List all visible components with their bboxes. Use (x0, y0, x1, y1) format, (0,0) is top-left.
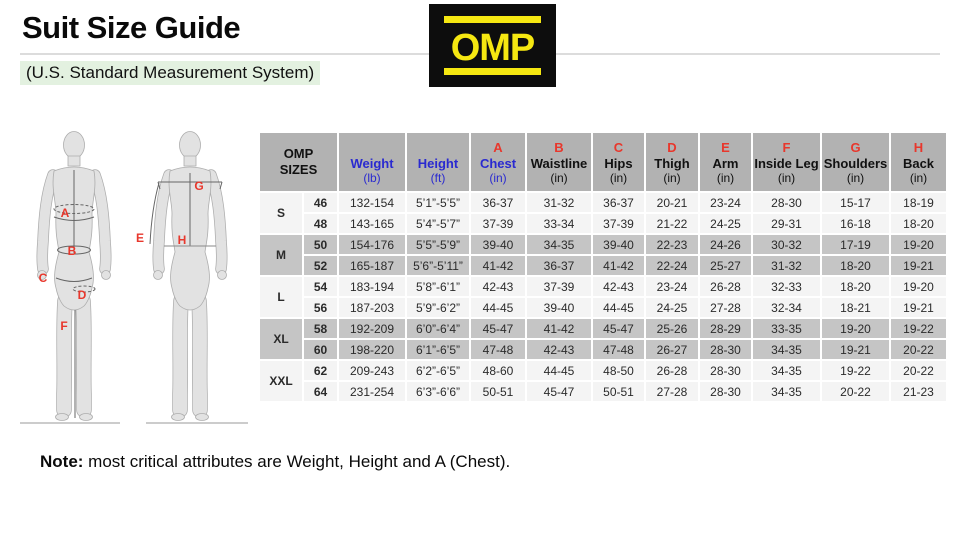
chest-cell: 42-43 (470, 276, 526, 297)
thigh-cell: 22-24 (645, 255, 699, 276)
arm-cell: 27-28 (699, 297, 752, 318)
shoulders-cell: 15-17 (821, 192, 890, 213)
col-header-shoulders: G Shoulders (in) (821, 132, 890, 192)
col-header-height: Height (ft) (406, 132, 470, 192)
back-cell: 19-20 (890, 276, 947, 297)
arm-cell: 24-26 (699, 234, 752, 255)
back-cell: 19-20 (890, 234, 947, 255)
weight-cell: 192-209 (338, 318, 406, 339)
col-header-hips: C Hips (in) (592, 132, 645, 192)
weight-cell: 154-176 (338, 234, 406, 255)
weight-cell: 198-220 (338, 339, 406, 360)
thigh-cell: 24-25 (645, 297, 699, 318)
table-row (259, 234, 947, 255)
size-cell: 62 (303, 360, 338, 381)
size-cell: 48 (303, 213, 338, 234)
shoulders-cell: 19-21 (821, 339, 890, 360)
hips-cell: 44-45 (592, 297, 645, 318)
back-cell: 21-23 (890, 381, 947, 402)
group-label-s: S (259, 192, 303, 234)
shoulders-cell: 18-20 (821, 255, 890, 276)
back-cell: 19-21 (890, 297, 947, 318)
size-cell: 52 (303, 255, 338, 276)
hips-cell: 45-47 (592, 318, 645, 339)
label-e-arm: E (135, 231, 145, 245)
shoulders-cell: 19-22 (821, 360, 890, 381)
waistline-cell: 45-47 (526, 381, 592, 402)
waistline-cell: 33-34 (526, 213, 592, 234)
height-cell: 5’1”-5’5” (406, 192, 470, 213)
hips-cell: 48-50 (592, 360, 645, 381)
height-cell: 5’5”-5’9” (406, 234, 470, 255)
thigh-cell: 26-28 (645, 360, 699, 381)
footnote-text: most critical attributes are Weight, Height and A (Chest). (83, 452, 511, 471)
waistline-cell: 37-39 (526, 276, 592, 297)
label-g-shoulders: G (194, 179, 204, 193)
label-b-waist: B (67, 244, 77, 258)
size-cell: 56 (303, 297, 338, 318)
label-d-thigh: D (77, 288, 87, 302)
inside-leg-cell: 32-33 (752, 276, 821, 297)
inside-leg-cell: 34-35 (752, 360, 821, 381)
back-cell: 19-21 (890, 255, 947, 276)
thigh-cell: 23-24 (645, 276, 699, 297)
back-cell: 20-22 (890, 360, 947, 381)
hips-cell: 47-48 (592, 339, 645, 360)
height-cell: 6’2”-6’5” (406, 360, 470, 381)
arm-cell: 26-28 (699, 276, 752, 297)
group-label-m: M (259, 234, 303, 276)
table-row (259, 339, 947, 360)
inside-leg-cell: 30-32 (752, 234, 821, 255)
body-measurement-diagram (12, 126, 248, 432)
height-cell: 5’4”-5’7” (406, 213, 470, 234)
shoulders-cell: 20-22 (821, 381, 890, 402)
table-row (259, 276, 947, 297)
table-row (259, 192, 947, 213)
chest-cell: 45-47 (470, 318, 526, 339)
header-row (259, 132, 947, 192)
chest-cell: 41-42 (470, 255, 526, 276)
table-row (259, 255, 947, 276)
inside-leg-cell: 29-31 (752, 213, 821, 234)
label-a-chest: A (60, 206, 70, 220)
group-label-xxl: XXL (259, 360, 303, 402)
inside-leg-cell: 33-35 (752, 318, 821, 339)
inside-leg-cell: 34-35 (752, 381, 821, 402)
col-header-chest: A Chest (in) (470, 132, 526, 192)
thigh-cell: 26-27 (645, 339, 699, 360)
weight-cell: 231-254 (338, 381, 406, 402)
omp-logo (429, 4, 556, 87)
page-title: Suit Size Guide (22, 10, 241, 45)
col-header-inside-leg: F Inside Leg (in) (752, 132, 821, 192)
shoulders-cell: 18-21 (821, 297, 890, 318)
thigh-cell: 21-22 (645, 213, 699, 234)
height-cell: 5’9”-6’2” (406, 297, 470, 318)
thigh-cell: 25-26 (645, 318, 699, 339)
waistline-cell: 39-40 (526, 297, 592, 318)
arm-cell: 28-29 (699, 318, 752, 339)
size-cell: 58 (303, 318, 338, 339)
weight-cell: 165-187 (338, 255, 406, 276)
size-cell: 60 (303, 339, 338, 360)
subtitle: (U.S. Standard Measurement System) (20, 61, 320, 85)
footnote (40, 452, 510, 472)
group-label-xl: XL (259, 318, 303, 360)
height-cell: 5’6”-5’11” (406, 255, 470, 276)
hips-cell: 42-43 (592, 276, 645, 297)
weight-cell: 143-165 (338, 213, 406, 234)
arm-cell: 28-30 (699, 381, 752, 402)
size-cell: 50 (303, 234, 338, 255)
col-header-thigh: D Thigh (in) (645, 132, 699, 192)
chest-cell: 48-60 (470, 360, 526, 381)
svg-text:OMP: OMP (450, 27, 535, 69)
shoulders-cell: 16-18 (821, 213, 890, 234)
chest-cell: 47-48 (470, 339, 526, 360)
chest-cell: 50-51 (470, 381, 526, 402)
hips-cell: 41-42 (592, 255, 645, 276)
col-header-omp-sizes: OMP SIZES (259, 132, 338, 192)
height-cell: 6’1”-6’5” (406, 339, 470, 360)
height-cell: 6’0”-6’4” (406, 318, 470, 339)
size-cell: 64 (303, 381, 338, 402)
chest-cell: 39-40 (470, 234, 526, 255)
col-header-waistline: B Waistline (in) (526, 132, 592, 192)
chest-cell: 37-39 (470, 213, 526, 234)
hips-cell: 50-51 (592, 381, 645, 402)
hips-cell: 36-37 (592, 192, 645, 213)
table-row (259, 297, 947, 318)
waistline-cell: 36-37 (526, 255, 592, 276)
weight-cell: 209-243 (338, 360, 406, 381)
arm-cell: 25-27 (699, 255, 752, 276)
label-c-hips: C (38, 271, 48, 285)
table-row (259, 360, 947, 381)
thigh-cell: 27-28 (645, 381, 699, 402)
hips-cell: 39-40 (592, 234, 645, 255)
inside-leg-cell: 28-30 (752, 192, 821, 213)
waistline-cell: 34-35 (526, 234, 592, 255)
waistline-cell: 42-43 (526, 339, 592, 360)
inside-leg-cell: 32-34 (752, 297, 821, 318)
arm-cell: 28-30 (699, 360, 752, 381)
size-chart-table (258, 131, 948, 403)
height-cell: 6’3”-6’6” (406, 381, 470, 402)
arm-cell: 23-24 (699, 192, 752, 213)
thigh-cell: 22-23 (645, 234, 699, 255)
col-header-back: H Back (in) (890, 132, 947, 192)
height-cell: 5’8”-6’1” (406, 276, 470, 297)
footnote-label: Note: (40, 452, 84, 471)
chest-cell: 36-37 (470, 192, 526, 213)
omp-logo-icon (429, 4, 556, 87)
waistline-cell: 31-32 (526, 192, 592, 213)
inside-leg-cell: 34-35 (752, 339, 821, 360)
back-cell: 20-22 (890, 339, 947, 360)
hips-cell: 37-39 (592, 213, 645, 234)
size-cell: 46 (303, 192, 338, 213)
back-cell: 18-20 (890, 213, 947, 234)
table-row (259, 318, 947, 339)
weight-cell: 187-203 (338, 297, 406, 318)
table-row (259, 381, 947, 402)
weight-cell: 183-194 (338, 276, 406, 297)
shoulders-cell: 19-20 (821, 318, 890, 339)
label-h-back: H (177, 233, 187, 247)
inside-leg-cell: 31-32 (752, 255, 821, 276)
group-label-l: L (259, 276, 303, 318)
back-cell: 19-22 (890, 318, 947, 339)
col-header-arm: E Arm (in) (699, 132, 752, 192)
table-row (259, 213, 947, 234)
thigh-cell: 20-21 (645, 192, 699, 213)
arm-cell: 24-25 (699, 213, 752, 234)
col-header-weight: Weight (lb) (338, 132, 406, 192)
back-cell: 18-19 (890, 192, 947, 213)
weight-cell: 132-154 (338, 192, 406, 213)
shoulders-cell: 18-20 (821, 276, 890, 297)
arm-cell: 28-30 (699, 339, 752, 360)
chest-cell: 44-45 (470, 297, 526, 318)
waistline-cell: 41-42 (526, 318, 592, 339)
size-cell: 54 (303, 276, 338, 297)
label-f-inside-leg: F (60, 319, 68, 333)
shoulders-cell: 17-19 (821, 234, 890, 255)
waistline-cell: 44-45 (526, 360, 592, 381)
